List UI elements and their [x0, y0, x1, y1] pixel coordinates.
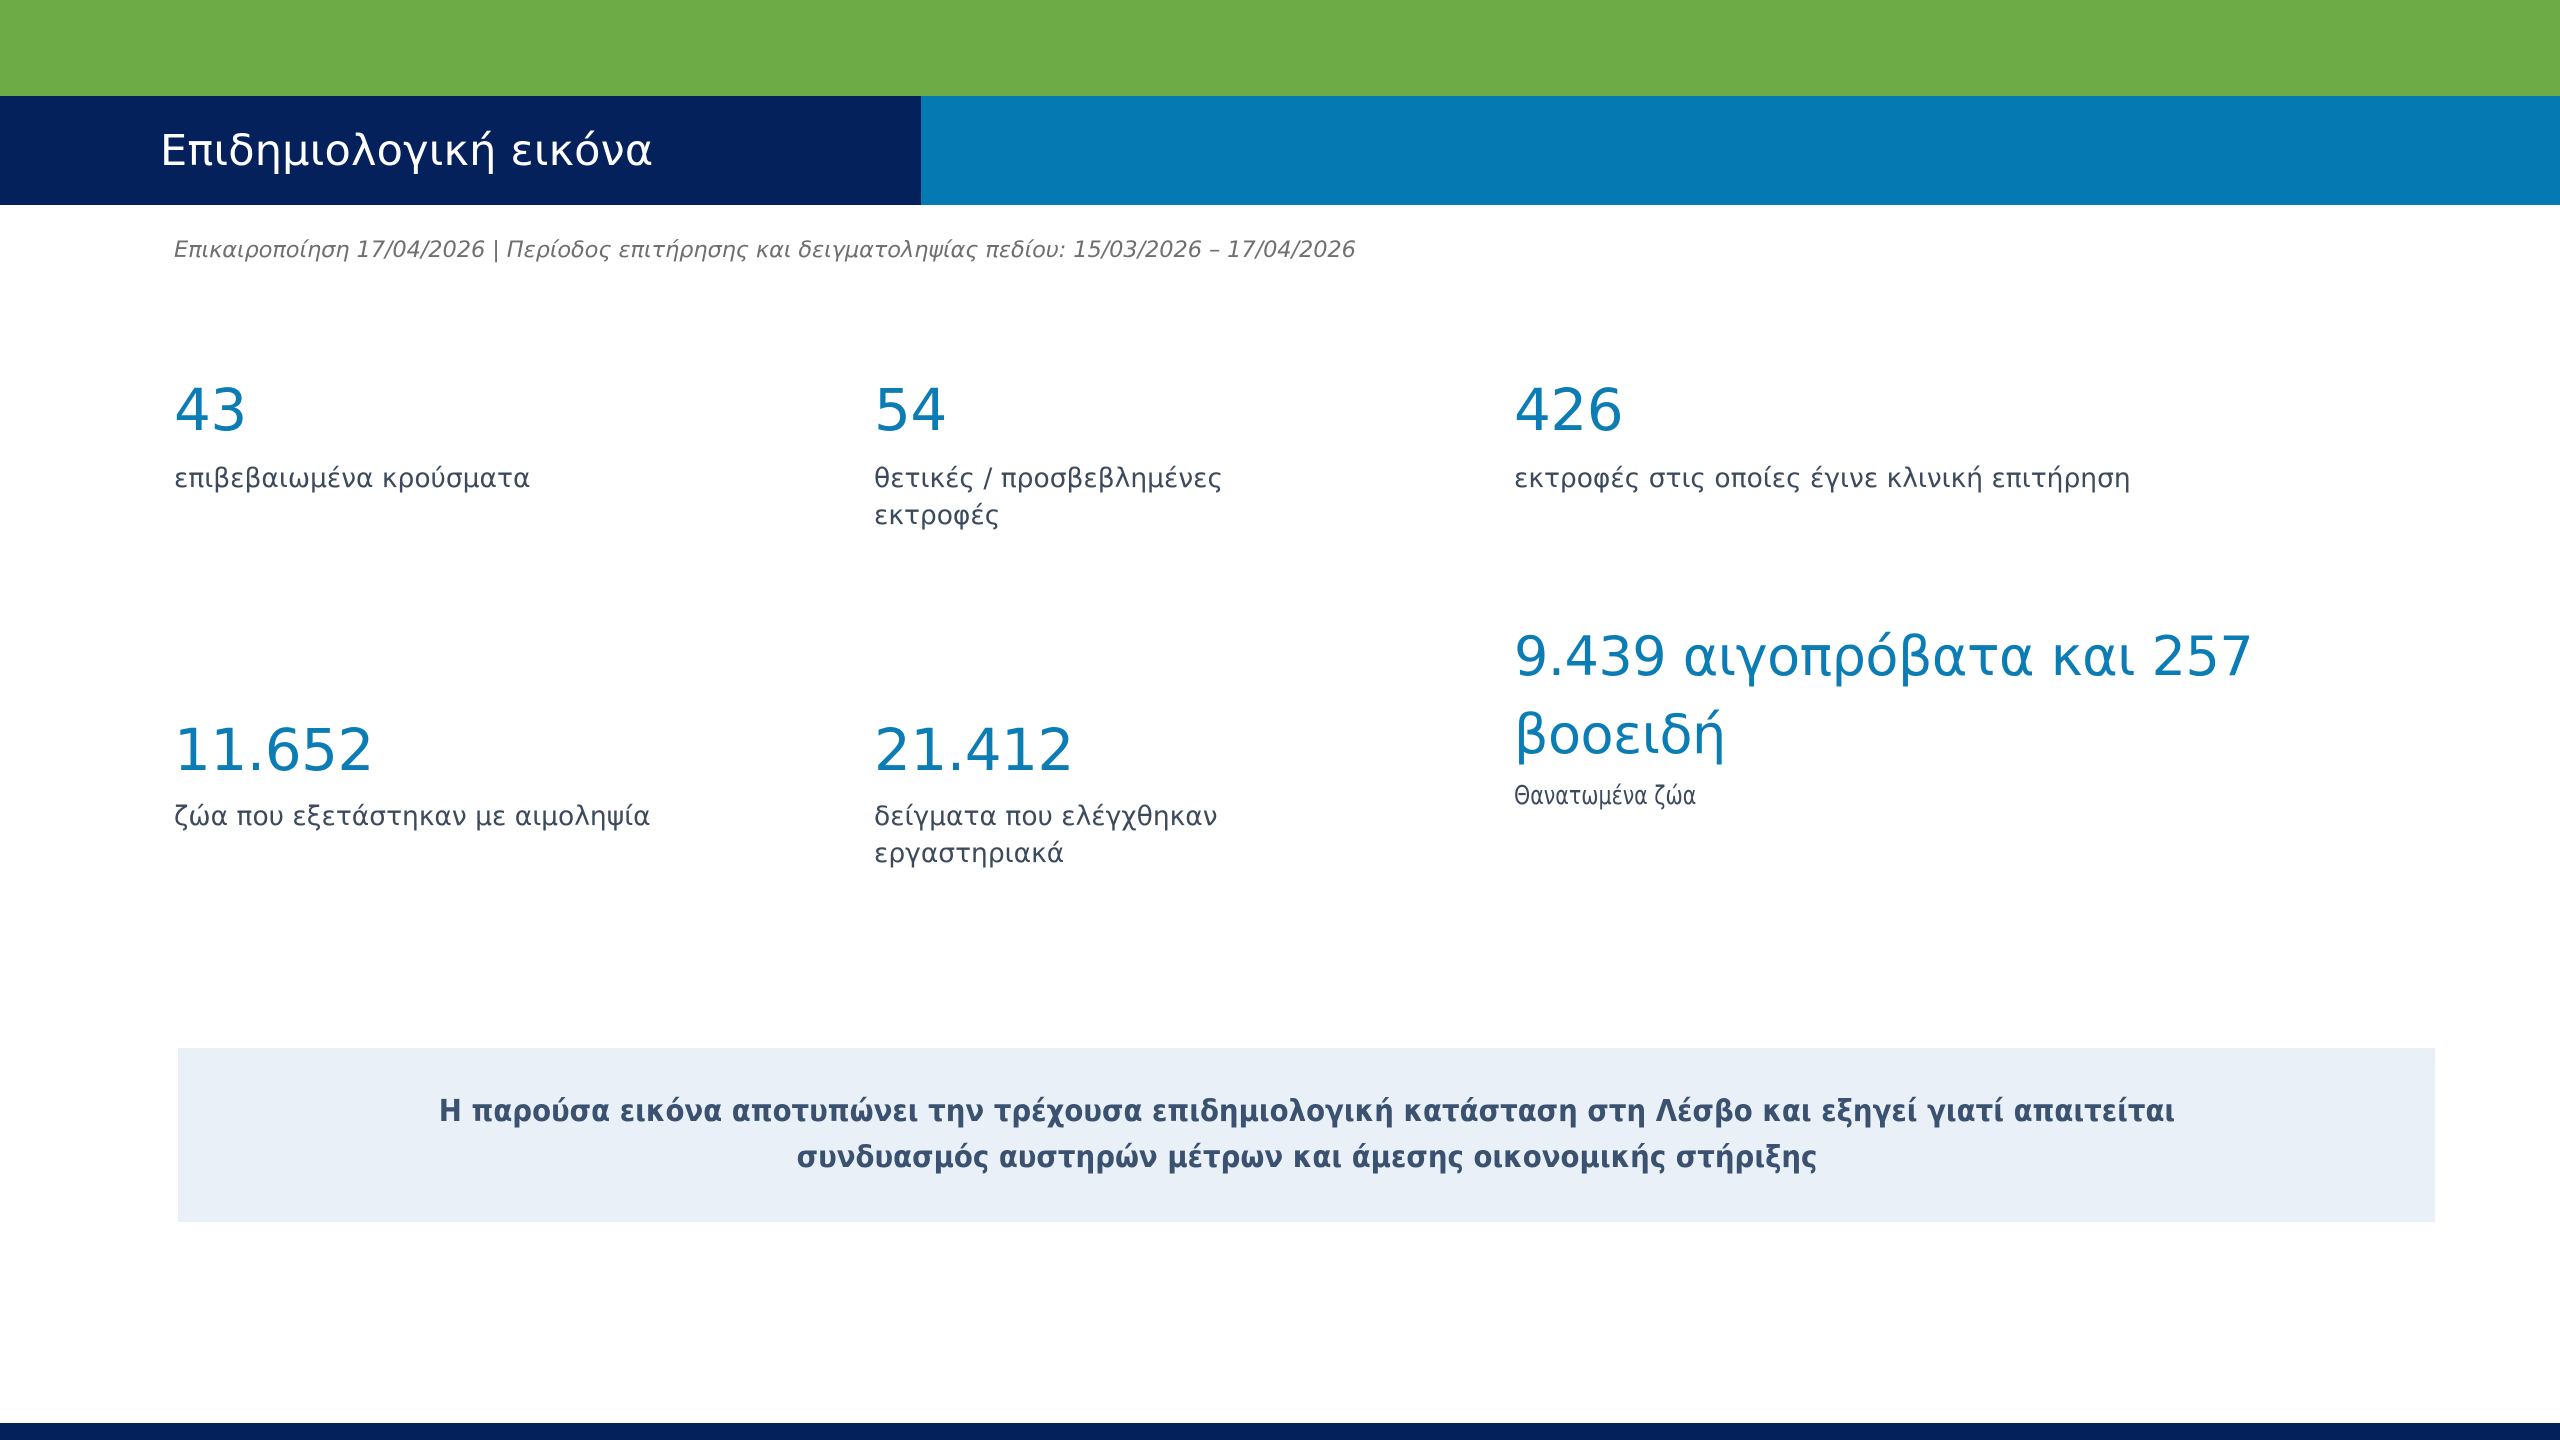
stats-row-1 [174, 376, 2464, 618]
stat-card-positive-farms [874, 376, 1514, 618]
stat-value: 43 [174, 376, 247, 444]
stat-card-culled-animals [1514, 618, 2464, 848]
stat-label: εκτροφές στις οποίες έγινε κλινική επιτήρηση [1514, 463, 2131, 495]
summary-callout-box [178, 1048, 2435, 1222]
stat-value: 54 [874, 376, 947, 444]
update-period-line: Επικαιροποίηση 17/04/2026 | Περίοδος επιτήρησης και δειγματοληψίας πεδίου: 15/03/2026 – 17/04/2026 [174, 237, 1356, 263]
stat-value: 9.439 αιγοπρόβατα και 257 βοοειδή [1514, 625, 2254, 767]
stats-row-2 [174, 618, 2464, 870]
stat-label: θετικές / προσβεβλημένες εκτροφές [874, 463, 1224, 532]
stat-value: 21.412 [874, 716, 1074, 784]
summary-callout-text: Η παρούσα εικόνα αποτυπώνει την τρέχουσα επιδημιολογική κατάσταση στη Λέσβο και εξηγεί γιατί απαιτείται συνδυασμός αυστηρών μέτρων και άμεσης οικονομικής στήριξης [438, 1093, 2175, 1175]
page-title: Επιδημιολογική εικόνα [160, 125, 654, 176]
stat-value: 426 [1514, 376, 1624, 444]
stat-label: δείγματα που ελέγχθηκαν εργαστηριακά [874, 801, 1218, 870]
stat-card-confirmed-cases [174, 376, 874, 618]
footer-navy-rule [0, 1423, 2560, 1440]
stat-label: επιβεβαιωμένα κρούσματα [174, 463, 531, 495]
stat-label: Θανατωμένα ζώα [1514, 780, 1697, 811]
statistics-grid [174, 376, 2464, 870]
stat-label: ζώα που εξετάστηκαν με αιμοληψία [174, 801, 651, 833]
stat-card-lab-tested-samples [874, 618, 1514, 870]
stat-card-clinical-surveillance-farms [1514, 376, 2464, 618]
stat-value: 11.652 [174, 716, 374, 784]
stat-card-blood-sampled-animals [174, 618, 874, 848]
top-green-band [0, 0, 2560, 96]
